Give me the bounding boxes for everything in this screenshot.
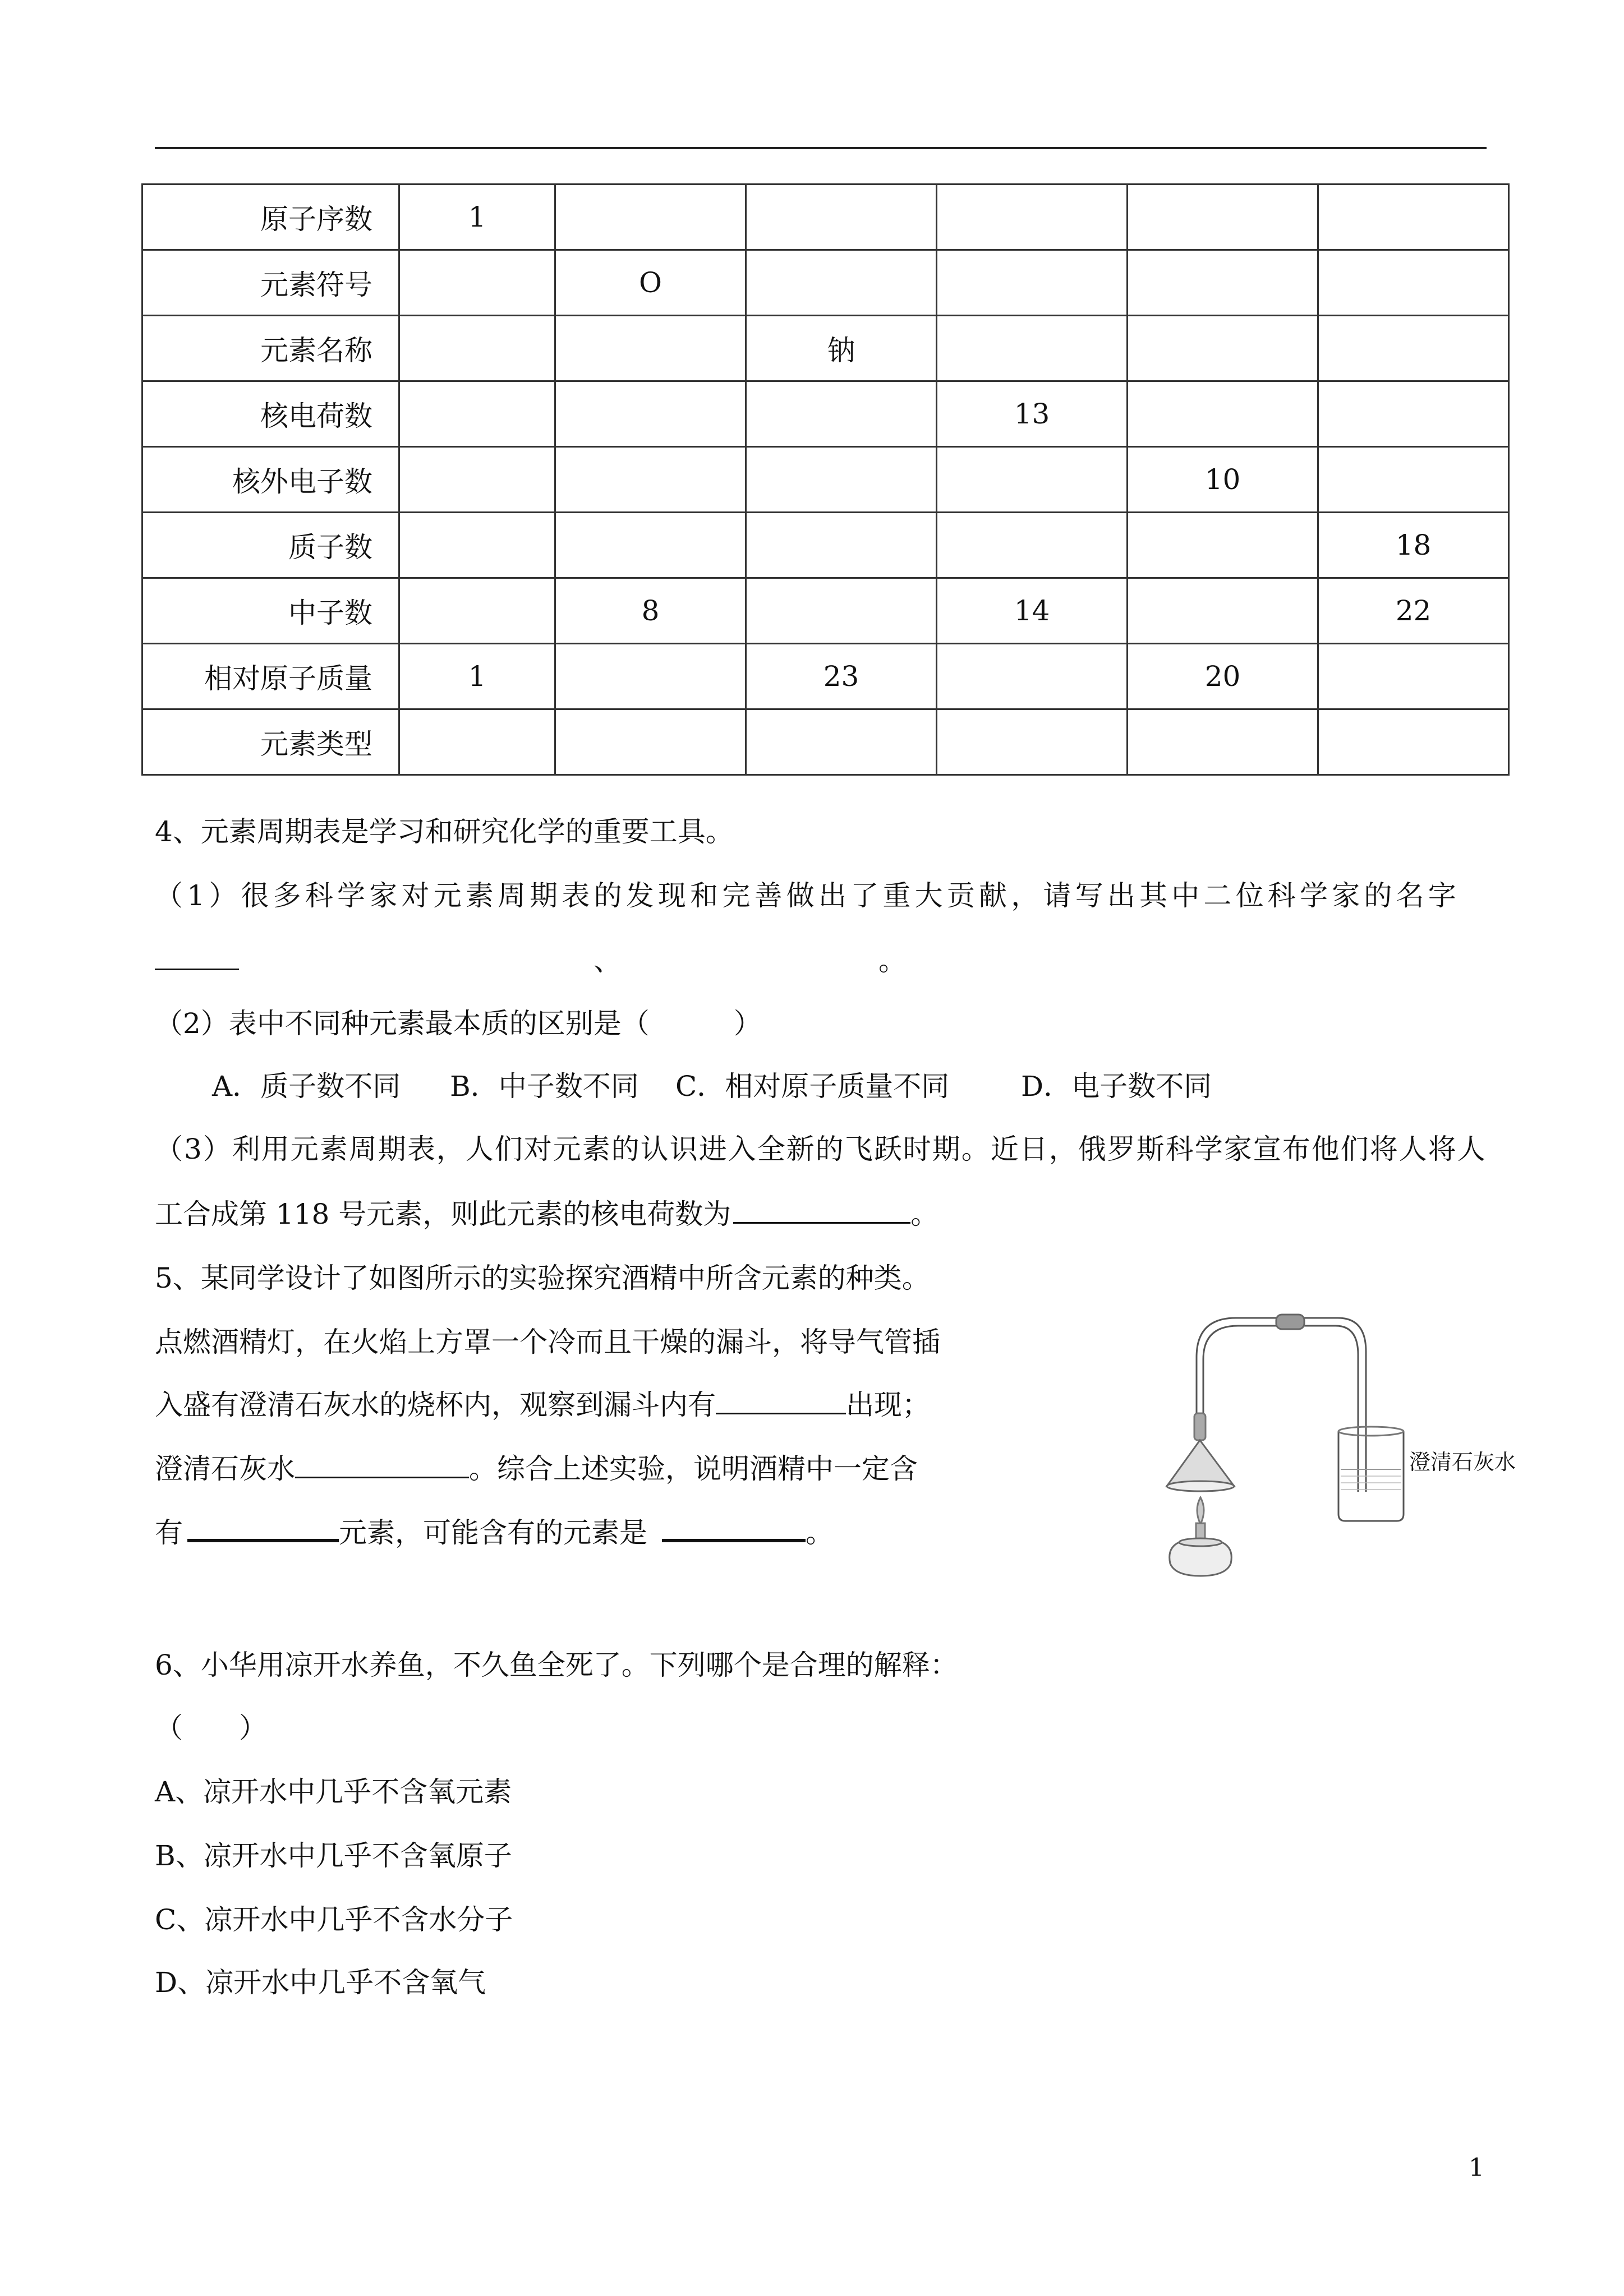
table-cell: O <box>555 250 746 316</box>
q6-option-d[interactable]: D、凉开水中几乎不含氧气 <box>155 1966 486 1999</box>
table-row <box>142 578 1509 644</box>
q5-line1: 点燃酒精灯，在火焰上方罩一个冷而且干燥的漏斗，将导气管插 <box>155 1326 940 1358</box>
table-cell: 22 <box>1318 578 1509 644</box>
q4-period: 。 <box>878 944 907 977</box>
row-label: 核电荷数 <box>142 381 399 447</box>
table-cell: 18 <box>1318 513 1509 578</box>
page-number: 1 <box>1469 2154 1484 2182</box>
rubber-connector <box>1276 1315 1304 1329</box>
definite-elements-blank[interactable] <box>187 1538 339 1542</box>
q4-separator: 、 <box>594 944 622 977</box>
table-cell: 8 <box>555 578 746 644</box>
row-label: 核外电子数 <box>142 447 399 513</box>
table-cell[interactable] <box>1318 709 1509 775</box>
table-cell[interactable] <box>399 578 555 644</box>
table-row <box>142 316 1509 381</box>
table-row <box>142 250 1509 316</box>
table-cell[interactable] <box>555 644 746 709</box>
table-cell[interactable] <box>937 644 1128 709</box>
limewater-observation-blank[interactable] <box>295 1476 469 1478</box>
table-cell: 14 <box>937 578 1128 644</box>
table-cell[interactable] <box>1318 644 1509 709</box>
table-cell[interactable] <box>399 709 555 775</box>
q4-part1: （1）很多科学家对元素周期表的发现和完善做出了重大贡献，请写出其中二位科学家的名字 <box>155 879 1461 912</box>
q6-option-a[interactable]: A、凉开水中几乎不含氧元素 <box>155 1776 512 1808</box>
table-cell[interactable] <box>1318 185 1509 250</box>
row-label: 中子数 <box>142 578 399 644</box>
table-cell[interactable] <box>1128 185 1318 250</box>
table-row <box>142 447 1509 513</box>
row-label: 相对原子质量 <box>142 644 399 709</box>
table-cell[interactable] <box>937 250 1128 316</box>
row-label: 质子数 <box>142 513 399 578</box>
q4-part1-answer-line <box>155 944 907 977</box>
table-cell[interactable] <box>555 709 746 775</box>
table-row <box>142 513 1509 578</box>
table-cell[interactable] <box>1318 381 1509 447</box>
table-cell[interactable] <box>746 185 937 250</box>
q4-option-c[interactable]: C．相对原子质量不同 <box>675 1070 950 1103</box>
delivery-tube <box>1197 1318 1276 1436</box>
table-cell[interactable] <box>937 447 1128 513</box>
table-cell[interactable] <box>937 513 1128 578</box>
q4-option-a[interactable]: A．质子数不同 <box>212 1070 401 1103</box>
table-row <box>142 185 1509 250</box>
table-cell[interactable] <box>399 447 555 513</box>
table-cell[interactable] <box>1318 316 1509 381</box>
limewater-label: 澄清石灰水 <box>1409 1450 1516 1474</box>
row-label: 原子序数 <box>142 185 399 250</box>
table-cell[interactable] <box>1128 578 1318 644</box>
row-label: 元素符号 <box>142 250 399 316</box>
table-cell[interactable] <box>937 185 1128 250</box>
q5-line3: 澄清石灰水 。综合上述实验，说明酒精中一定含 <box>155 1453 918 1485</box>
scientist-1-blank[interactable] <box>155 968 239 970</box>
experiment-apparatus-figure <box>1144 1301 1492 1582</box>
table-cell: 20 <box>1128 644 1318 709</box>
table-row <box>142 644 1509 709</box>
table-cell[interactable] <box>1128 250 1318 316</box>
table-cell[interactable] <box>1128 709 1318 775</box>
q5-line2: 入盛有澄清石灰水的烧杯内，观察到漏斗内有 出现； <box>155 1389 930 1421</box>
table-cell[interactable] <box>555 381 746 447</box>
element-table <box>141 183 1510 776</box>
funnel-observation-blank[interactable] <box>716 1412 846 1414</box>
q4-option-b[interactable]: B．中子数不同 <box>450 1070 639 1103</box>
table-cell[interactable] <box>746 709 937 775</box>
q4-options <box>212 1070 1212 1103</box>
table-cell: 钠 <box>746 316 937 381</box>
q6-option-b[interactable]: B、凉开水中几乎不含氧原子 <box>155 1839 512 1872</box>
table-cell[interactable] <box>746 513 937 578</box>
table-cell[interactable] <box>399 250 555 316</box>
table-cell[interactable] <box>555 513 746 578</box>
table-cell: 1 <box>399 185 555 250</box>
table-cell: 10 <box>1128 447 1318 513</box>
table-cell[interactable] <box>1318 447 1509 513</box>
table-cell[interactable] <box>1318 250 1509 316</box>
possible-elements-blank[interactable] <box>662 1538 806 1542</box>
q6-answer-paren: （ ） <box>155 1712 267 1744</box>
q6-option-c[interactable]: C、凉开水中几乎不含水分子 <box>155 1903 513 1936</box>
table-cell: 13 <box>937 381 1128 447</box>
table-cell: 1 <box>399 644 555 709</box>
q4-stem: 4、元素周期表是学习和研究化学的重要工具。 <box>155 815 734 848</box>
table-row <box>142 381 1509 447</box>
table-cell[interactable] <box>399 316 555 381</box>
table-cell[interactable] <box>1128 381 1318 447</box>
table-cell[interactable] <box>1128 316 1318 381</box>
q4-part2: （2）表中不同种元素最本质的区别是（ ） <box>155 1007 762 1040</box>
header-rule <box>155 147 1487 149</box>
table-row <box>142 709 1509 775</box>
table-cell[interactable] <box>555 447 746 513</box>
q5-stem: 5、某同学设计了如图所示的实验探究酒精中所含元素的种类。 <box>155 1262 930 1294</box>
row-label: 元素名称 <box>142 316 399 381</box>
table-cell[interactable] <box>555 316 746 381</box>
funnel <box>1167 1440 1234 1486</box>
q4-option-d[interactable]: D．电子数不同 <box>1021 1070 1212 1103</box>
table-cell[interactable] <box>937 709 1128 775</box>
alcohol-lamp <box>1170 1542 1232 1576</box>
q4-part3-line2: 工合成第 118 号元素，则此元素的核电荷数为 。 <box>155 1198 939 1230</box>
table-cell[interactable] <box>399 513 555 578</box>
table-cell[interactable] <box>746 250 937 316</box>
table-cell[interactable] <box>1128 513 1318 578</box>
table-cell[interactable] <box>399 381 555 447</box>
table-cell[interactable] <box>555 185 746 250</box>
q6-stem: 6、小华用凉开水养鱼，不久鱼全死了。下列哪个是合理的解释： <box>155 1649 958 1681</box>
flame <box>1197 1497 1204 1524</box>
table-cell[interactable] <box>746 578 937 644</box>
table-cell[interactable] <box>937 316 1128 381</box>
nuclear-charge-blank[interactable] <box>733 1221 910 1224</box>
table-cell[interactable] <box>746 381 937 447</box>
table-cell[interactable] <box>746 447 937 513</box>
table-cell: 23 <box>746 644 937 709</box>
row-label: 元素类型 <box>142 709 399 775</box>
q4-part3-line1: （3）利用元素周期表，人们对元素的认识进入全新的飞跃时期。近日，俄罗斯科学家宣布他们将人将人 <box>155 1133 1487 1165</box>
q5-line4: 有 元素，可能含有的元素是 。 <box>155 1516 834 1549</box>
